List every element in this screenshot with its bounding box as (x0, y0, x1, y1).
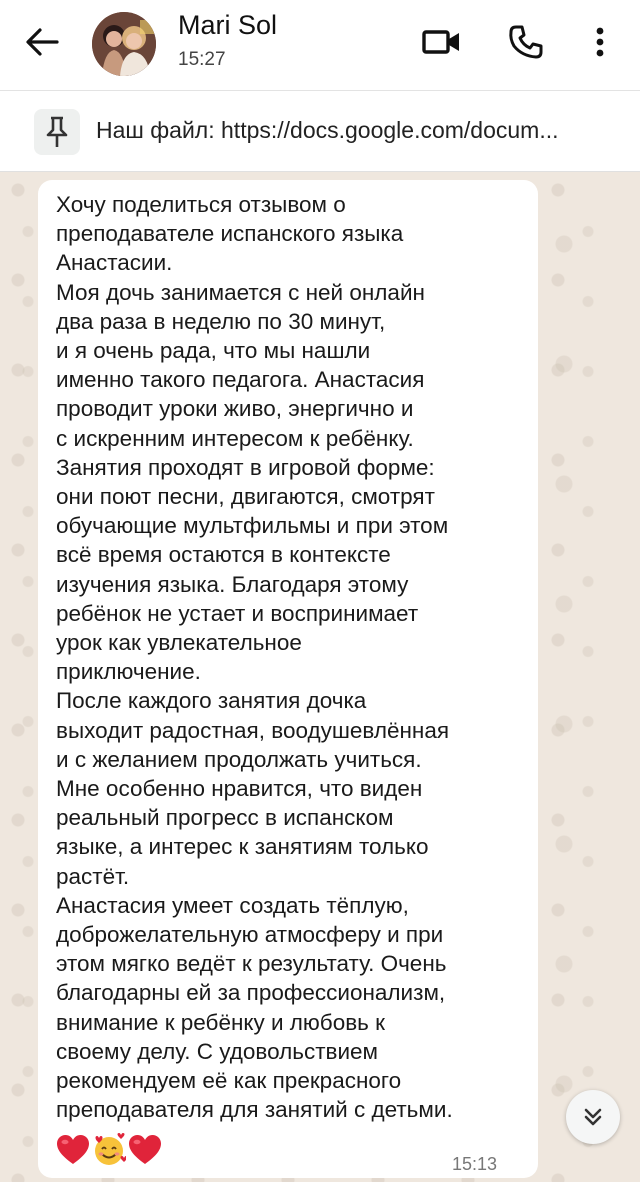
emoji-row (56, 1132, 162, 1168)
message-line: всё время остаются в контексте (56, 542, 391, 568)
video-call-icon[interactable] (420, 22, 464, 62)
message-line: Занятия проходят в игровой форме: (56, 454, 435, 480)
pin-icon (34, 109, 80, 155)
message-line: Моя дочь занимается с ней онлайн (56, 279, 425, 305)
back-arrow-icon[interactable] (22, 24, 62, 60)
message-line: преподавателя для занятий с детьми. (56, 1097, 453, 1123)
smiling-face-with-hearts-icon (92, 1133, 126, 1167)
message-line: изучения языка. Благодаря этому (56, 571, 409, 597)
chat-header (0, 0, 640, 90)
message-line: рекомендуем её как прекрасного (56, 1068, 402, 1094)
message-line: и с желанием продолжать учиться. (56, 746, 422, 772)
double-chevron-down-icon (581, 1105, 605, 1129)
message-line: Хочу поделиться отзывом о (56, 192, 346, 217)
message-line: Анастасии. (56, 250, 173, 276)
contact-name[interactable]: Mari Sol (178, 10, 278, 40)
message-line: растёт. (56, 863, 130, 889)
message-line: с искренним интересом к ребёнку. (56, 425, 414, 451)
message-line: урок как увлекательное (56, 630, 302, 656)
message-line: они поют песни, двигаются, смотрят (56, 484, 435, 510)
pinned-message-bar[interactable] (0, 90, 640, 172)
message-line: проводит уроки живо, энергично и (56, 396, 414, 422)
message-line: ребёнок не устает и воспринимает (56, 600, 419, 626)
red-heart-icon (128, 1134, 162, 1166)
message-timestamp: 15:13 (452, 1154, 498, 1174)
message-line: внимание к ребёнку и любовь к (56, 1009, 385, 1035)
message-text (56, 190, 526, 1125)
message-line: преподавателе испанского языка (56, 221, 404, 247)
message-line: реальный прогресс в испанском (56, 805, 394, 831)
avatar[interactable] (92, 12, 156, 76)
message-line: После каждого занятия дочка (56, 688, 367, 714)
message-line: и я очень рада, что мы нашли (56, 338, 371, 364)
message-line: два раза в неделю по 30 минут, (56, 308, 386, 334)
message-line: Мне особенно нравится, что виден (56, 776, 423, 802)
scroll-to-bottom-button[interactable] (566, 1090, 620, 1144)
message-line: этом мягко ведёт к результату. Очень (56, 951, 447, 977)
message-line: благодарны ей за профессионализм, (56, 980, 446, 1006)
message-line: своему делу. С удовольствием (56, 1038, 378, 1064)
message-line: языке, а интерес к занятиям только (56, 834, 429, 860)
red-heart-icon (56, 1134, 90, 1166)
message-line: Анастасия умеет создать тёплую, (56, 892, 409, 918)
message-line: обучающие мультфильмы и при этом (56, 513, 449, 539)
message-line: доброжелательную атмосферу и при (56, 922, 444, 948)
pinned-message-text: Наш файл: https://docs.google.com/docum... (96, 117, 559, 143)
message-line: приключение. (56, 659, 201, 685)
message-line: выходит радостная, воодушевлённая (56, 717, 450, 743)
message-line: именно такого педагога. Анастасия (56, 367, 425, 393)
phone-call-icon[interactable] (506, 22, 546, 62)
more-options-icon[interactable] (586, 22, 614, 62)
last-seen-time: 15:27 (178, 49, 226, 70)
